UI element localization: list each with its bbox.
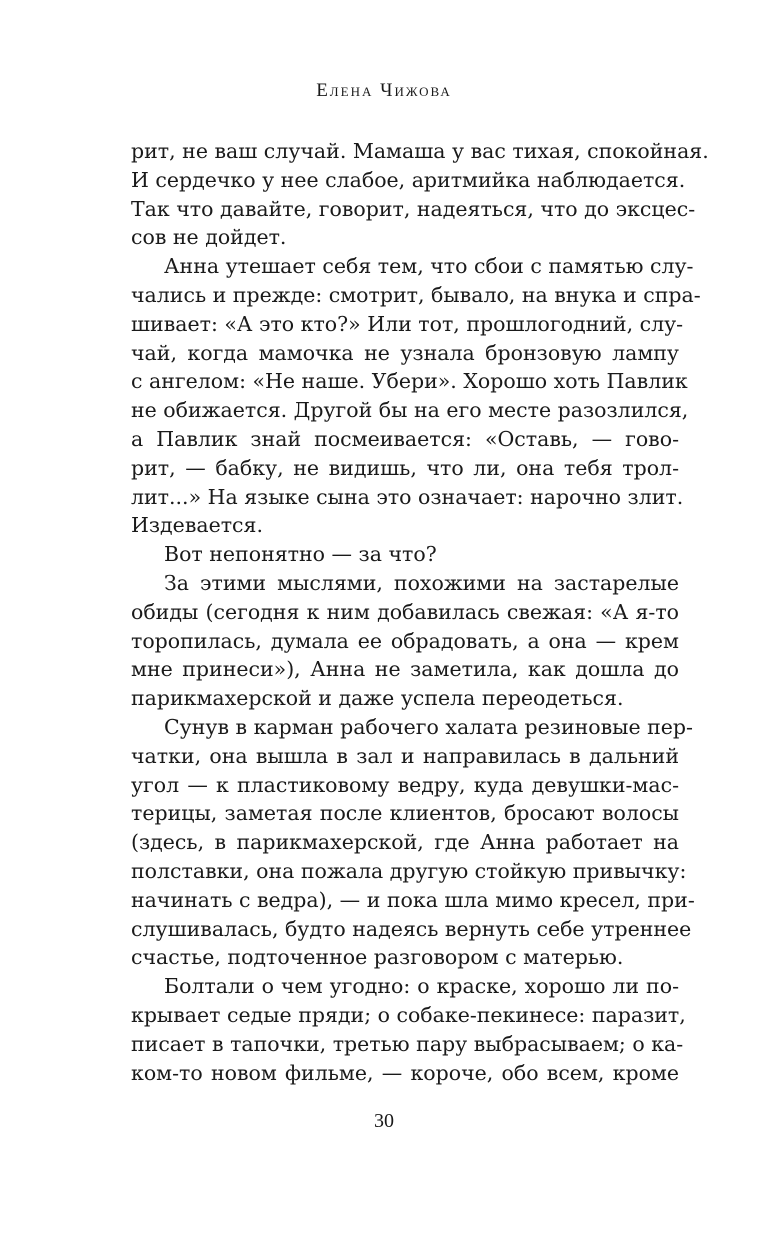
text-line: обиды (сегодня к ним добавилась свежая: «А я-то bbox=[131, 599, 679, 624]
text-line: Сунув в карман рабочего халата резиновые пер- bbox=[164, 714, 693, 739]
text-line: лит...» На языке сына это означает: нарочно злит. bbox=[131, 484, 684, 509]
text-line: мне принеси»), Анна не заметила, как дошла до bbox=[131, 657, 679, 682]
text-line: счастье, подточенное разговором с матерью. bbox=[131, 945, 624, 970]
text-line: угол — к пластиковому ведру, куда девушки-мас- bbox=[131, 772, 679, 797]
text-line: ком-то новом фильме, — короче, обо всем, кроме bbox=[131, 1060, 679, 1085]
text-line: Болтали о чем угодно: о краске, хорошо ли по- bbox=[164, 974, 679, 999]
text-line: а Павлик знай посмеивается: «Оставь, — гово- bbox=[131, 426, 679, 451]
text-line: И сердечко у нее слабое, аритмийка наблюдается. bbox=[131, 167, 686, 192]
text-line: начинать с ведра), — и пока шла мимо кресел, при- bbox=[131, 887, 695, 912]
text-line: Вот непонятно — за что? bbox=[164, 542, 437, 567]
text-line: терицы, заметая после клиентов, бросают волосы bbox=[131, 801, 679, 826]
text-line: Анна утешает себя тем, что сбои с памятью слу- bbox=[164, 254, 694, 279]
page-number: 30 bbox=[374, 1110, 394, 1132]
text-line: полставки, она пожала другую стойкую привычку: bbox=[131, 858, 687, 883]
text-line: не обижается. Другой бы на его месте разозлился, bbox=[131, 398, 689, 423]
text-line: чались и прежде: смотрит, бывало, на внука и спра- bbox=[131, 282, 701, 307]
text-line: парикмахерской и даже успела переодеться. bbox=[131, 686, 624, 711]
text-line: рит, не ваш случай. Мамаша у вас тихая, спокойная. bbox=[131, 139, 709, 163]
text-line: Так что давайте, говорит, надеяться, что до эксцес- bbox=[131, 196, 696, 221]
text-line: чай, когда мамочка не узнала бронзовую лампу bbox=[131, 340, 679, 365]
text-line: писает в тапочки, третью пару выбрасываем; о ка- bbox=[131, 1031, 684, 1056]
text-line: шивает: «А это кто?» Или тот, прошлогодний, слу- bbox=[131, 311, 684, 336]
running-header: Елена Чижова bbox=[316, 80, 452, 101]
text-line: торопилась, думала ее обрадовать, а она — крем bbox=[131, 628, 679, 653]
body-text bbox=[131, 137, 709, 1087]
text-line: рит, — бабку, не видишь, что ли, она тебя трол- bbox=[131, 455, 679, 480]
text-line: За этими мыслями, похожими на застарелые bbox=[164, 570, 679, 595]
text-line: с ангелом: «Не наше. Убери». Хорошо хоть Павлик bbox=[131, 369, 688, 394]
text-line: чатки, она вышла в зал и направилась в дальний bbox=[131, 743, 679, 768]
text-line: крывает седые пряди; о собаке-пекинесе: паразит, bbox=[131, 1002, 686, 1027]
text-line: слушивалась, будто надеясь вернуть себе утреннее bbox=[131, 916, 692, 941]
text-line: (здесь, в парикмахерской, где Анна работает на bbox=[131, 830, 679, 855]
text-line: Издевается. bbox=[131, 513, 263, 538]
text-line: сов не дойдет. bbox=[131, 225, 287, 250]
